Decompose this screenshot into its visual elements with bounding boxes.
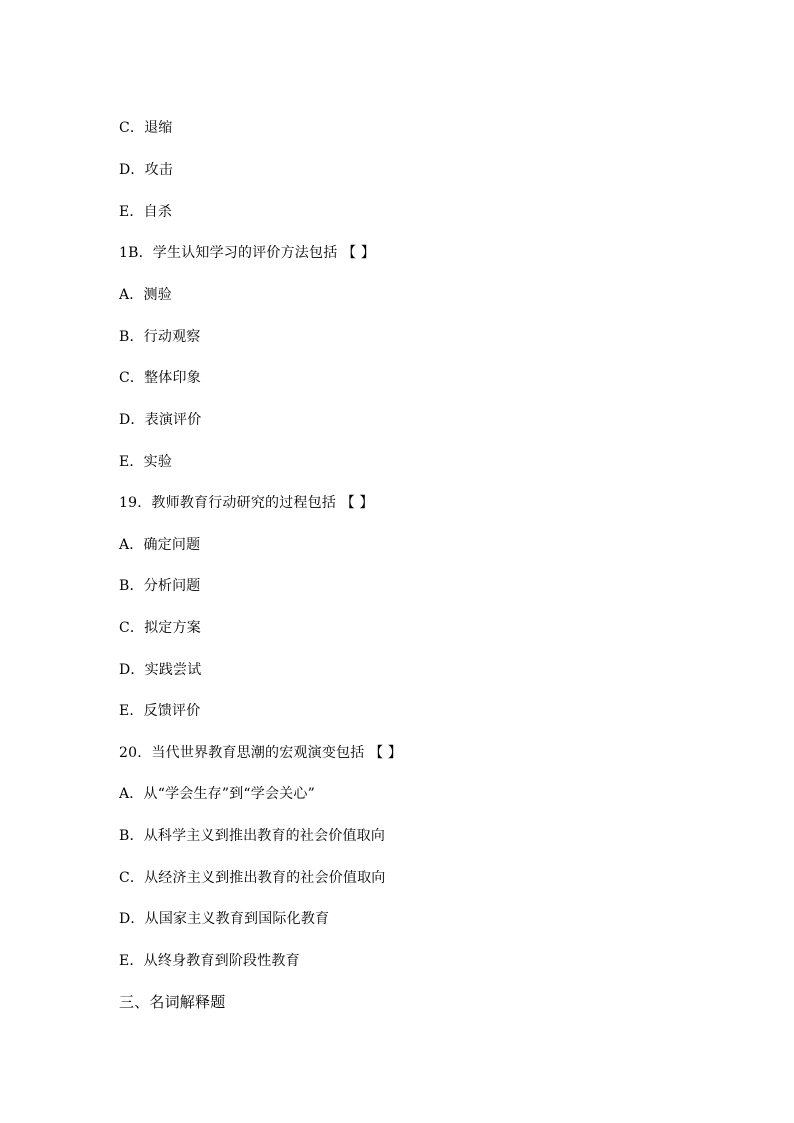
q20-option-a: A．从“学会生存”到“学会关心” <box>119 786 315 802</box>
option-c-withdrawal: C．退缩 <box>119 120 173 136</box>
q18-option-e: E．实验 <box>119 454 173 470</box>
question-18: 1B．学生认知学习的评价方法包括 【 】 <box>119 245 376 261</box>
question-20: 20．当代世界教育思潮的宏观演变包括 【 】 <box>119 745 403 761</box>
q20-option-d: D．从国家主义教育到国际化教育 <box>119 911 330 927</box>
q18-option-a: A．测验 <box>119 287 172 303</box>
q19-option-c: C．拟定方案 <box>119 620 201 636</box>
q19-option-e: E．反馈评价 <box>119 703 201 719</box>
option-e-suicide: E．自杀 <box>119 204 173 220</box>
option-d-aggression: D．攻击 <box>119 162 174 178</box>
q18-option-b: B．行动观察 <box>119 329 201 345</box>
q19-option-d: D．实践尝试 <box>119 662 202 678</box>
question-19: 19．教师教育行动研究的过程包括 【 】 <box>119 495 374 511</box>
q20-option-b: B．从科学主义到推出教育的社会价值取向 <box>119 828 386 844</box>
q18-option-d: D．表演评价 <box>119 412 202 428</box>
section-heading-term-explanation: 三、名词解释题 <box>119 993 226 1011</box>
q20-option-e: E．从终身教育到阶段性教育 <box>119 953 300 969</box>
q20-option-c: C．从经济主义到推出教育的社会价值取向 <box>119 870 386 886</box>
q18-option-c: C．整体印象 <box>119 370 201 386</box>
q19-option-b: B．分析问题 <box>119 578 201 594</box>
q19-option-a: A．确定问题 <box>119 537 201 553</box>
